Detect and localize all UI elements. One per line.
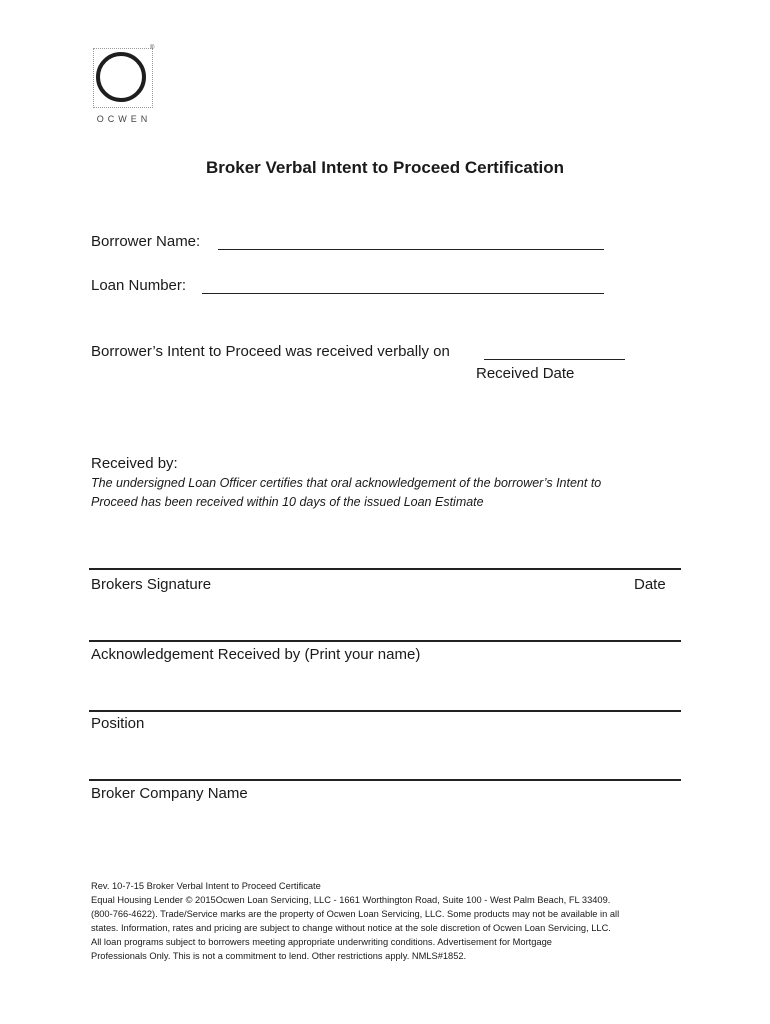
received-date-caption: Received Date — [476, 365, 575, 382]
certification-line-1: The undersigned Loan Officer certifies that oral acknowledgement of the borrower’s Intent to — [91, 476, 602, 490]
brokers-signature-line[interactable] — [89, 568, 681, 570]
footer-line-4: states. Information, rates and pricing are subject to change without notice at the sole discretion of Ocwen Loan Servicing, LLC. — [91, 923, 611, 933]
date-label: Date — [634, 576, 666, 593]
position-label: Position — [91, 715, 145, 732]
footer-line-6: Professionals Only. This is not a commitment to lend. Other restrictions apply. NMLS#1852. — [91, 951, 467, 961]
received-by-heading: Received by: — [91, 455, 178, 472]
borrower-name-line[interactable] — [218, 249, 604, 250]
document-title: Broker Verbal Intent to Proceed Certification — [205, 158, 565, 177]
ocwen-logo-ring-icon — [96, 52, 146, 102]
intent-statement: Borrower’s Intent to Proceed was received verbally on — [91, 343, 450, 360]
position-line[interactable] — [89, 710, 681, 712]
footer-line-3: (800-766-4622). Trade/Service marks are the property of Ocwen Loan Servicing, LLC. Some products may not be available in all — [91, 909, 620, 919]
borrower-name-label: Borrower Name: — [91, 233, 201, 250]
footer-disclaimer — [91, 879, 691, 963]
acknowledgement-line[interactable] — [89, 640, 681, 642]
company-label: Broker Company Name — [91, 785, 248, 802]
loan-number-label: Loan Number: — [91, 277, 187, 294]
registered-mark: ® — [150, 45, 155, 51]
footer-line-5: All loan programs subject to borrowers meeting appropriate underwriting conditions. Advertisement for Mortgage — [91, 937, 552, 947]
footer-line-2: Equal Housing Lender © 2015Ocwen Loan Servicing, LLC - 1661 Worthington Road, Suite 100 - West Palm Beach, FL 33409. — [91, 895, 611, 905]
company-line[interactable] — [89, 779, 681, 781]
brokers-signature-label: Brokers Signature — [91, 576, 212, 593]
acknowledgement-label: Acknowledgement Received by (Print your name) — [91, 646, 421, 663]
footer-line-1: Rev. 10-7-15 Broker Verbal Intent to Proceed Certificate — [91, 881, 321, 891]
logo-brand-text: OCWEN — [96, 114, 152, 124]
certification-line-2: Proceed has been received within 10 days of the issued Loan Estimate — [91, 495, 484, 509]
certification-text — [91, 474, 691, 512]
received-date-line[interactable] — [484, 359, 625, 360]
loan-number-line[interactable] — [202, 293, 604, 294]
